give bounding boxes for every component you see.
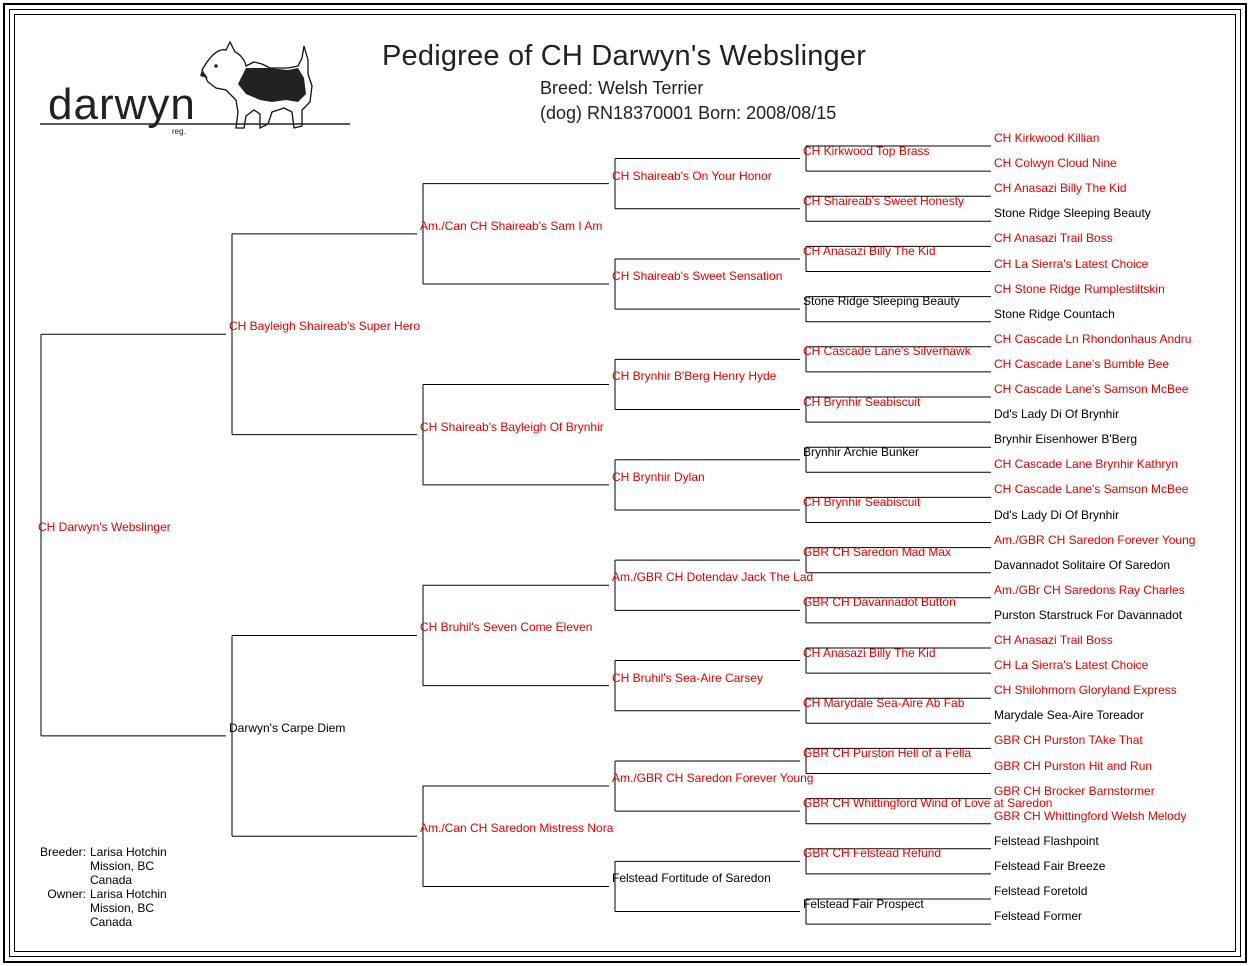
registration-line: (dog) RN18370001 Born: 2008/08/15 xyxy=(540,103,837,123)
ancestor-name: CH Shaireab's Sweet Sensation xyxy=(612,269,783,284)
ancestor-name: Felstead Fair Prospect xyxy=(803,896,924,911)
ancestor-name: GBR CH Brocker Barnstormer xyxy=(994,783,1155,798)
ancestor-name: Felstead Flashpoint xyxy=(994,833,1099,848)
ancestor-name: GBR CH Davannadot Button xyxy=(803,595,956,610)
logo-registered-mark: reg. xyxy=(172,127,186,136)
owner-country: Canada xyxy=(90,915,133,929)
ancestor-name: Felstead Former xyxy=(994,909,1083,924)
ancestor-name: GBR CH Purston Hell of a Fella xyxy=(803,745,972,760)
breeder-country: Canada xyxy=(90,873,133,887)
ancestor-name: CH Kirkwood Killian xyxy=(994,131,1100,145)
breed-line: Breed: Welsh Terrier xyxy=(540,78,704,98)
ancestor-name: Am./GBR CH Saredon Forever Young xyxy=(994,532,1196,547)
ancestor-name: CH Shilohmorn Gloryland Express xyxy=(994,683,1177,698)
breeder-name: Larisa Hotchin xyxy=(90,845,167,859)
ancestor-name: CH Bayleigh Shaireab's Super Hero xyxy=(229,319,421,334)
ancestor-name: Am./Can CH Shaireab's Sam I Am xyxy=(420,218,603,233)
ancestor-name: CH La Sierra's Latest Choice xyxy=(994,256,1149,271)
ancestor-name: Stone Ridge Sleeping Beauty xyxy=(803,294,960,309)
ancestor-name: Am./GBR CH Saredon Forever Young xyxy=(612,771,814,786)
ancestor-name: Am./Can CH Saredon Mistress Nora xyxy=(420,821,614,836)
ancestor-name: GBR CH Whittingford Wind of Love at Saredon xyxy=(803,796,1053,811)
ancestor-name: CH La Sierra's Latest Choice xyxy=(994,658,1149,673)
ancestor-name: CH Marydale Sea-Aire Ab Fab xyxy=(803,695,965,710)
ancestor-name: Felstead Fair Breeze xyxy=(994,858,1106,873)
ancestor-name: Am./GBr CH Saredons Ray Charles xyxy=(994,582,1185,597)
ancestor-name: CH Stone Ridge Rumplestiltskin xyxy=(994,281,1165,296)
ancestor-name: Stone Ridge Countach xyxy=(994,306,1115,321)
ancestor-name: CH Bruhil's Seven Come Eleven xyxy=(420,620,593,635)
ancestor-name: CH Cascade Lane's Samson McBee xyxy=(994,382,1189,396)
ancestor-name: CH Kirkwood Top Brass xyxy=(803,143,930,158)
ancestor-name: CH Shaireab's Sweet Honesty xyxy=(803,193,965,208)
ancestor-name: GBR CH Purston TAke That xyxy=(994,733,1143,748)
ancestor-name: CH Brynhir B'Berg Henry Hyde xyxy=(612,369,777,384)
ancestor-name: Brynhir Eisenhower B'Berg xyxy=(994,432,1138,447)
subject-dog-name: CH Darwyn's Webslinger xyxy=(38,520,171,535)
ancestor-name: CH Brynhir Seabiscuit xyxy=(803,494,921,509)
breeder-label: Breeder: xyxy=(39,845,86,859)
owner-city: Mission, BC xyxy=(90,901,155,915)
ancestor-name: Am./GBR CH Dotendav Jack The Lad xyxy=(612,570,814,585)
ancestor-name: Felstead Fortitude of Saredon xyxy=(612,871,771,886)
ancestor-name: CH Cascade Ln Rhondonhaus Andru xyxy=(994,331,1192,346)
ancestor-name: Dd's Lady Di Of Brynhir xyxy=(994,507,1119,522)
ancestor-name: CH Anasazi Billy The Kid xyxy=(994,181,1127,196)
breeder-city: Mission, BC xyxy=(90,859,155,873)
ancestor-name: CH Cascade Lane's Silverhawk xyxy=(803,344,971,359)
pedigree-title: Pedigree of CH Darwyn's Webslinger xyxy=(382,40,867,72)
logo-wordmark: darwyn xyxy=(48,80,196,129)
ancestor-name: Purston Starstruck For Davannadot xyxy=(994,607,1183,622)
owner-name: Larisa Hotchin xyxy=(90,887,167,901)
ancestor-name: GBR CH Purston Hit and Run xyxy=(994,758,1153,773)
ancestor-name: CH Shaireab's Bayleigh Of Brynhir xyxy=(420,419,604,434)
ancestor-name: Felstead Foretold xyxy=(994,884,1088,898)
ancestor-name: CH Anasazi Trail Boss xyxy=(994,633,1113,647)
ancestor-name: GBR CH Felstead Refund xyxy=(803,846,942,861)
ancestor-name: Marydale Sea-Aire Toreador xyxy=(994,708,1144,723)
ancestor-name: CH Cascade Lane's Samson McBee xyxy=(994,482,1189,497)
ancestor-name: CH Anasazi Billy The Kid xyxy=(803,645,936,660)
ancestor-name: CH Anasazi Billy The Kid xyxy=(803,243,936,258)
ancestor-name: CH Cascade Lane Brynhir Kathryn xyxy=(994,457,1179,472)
ancestor-name: CH Cascade Lane's Bumble Bee xyxy=(994,356,1170,371)
ancestor-name: CH Colwyn Cloud Nine xyxy=(994,156,1117,171)
ancestor-name: Brynhir Archie Bunker xyxy=(803,444,920,459)
ancestor-name: Stone Ridge Sleeping Beauty xyxy=(994,206,1151,221)
owner-label: Owner: xyxy=(47,887,86,901)
ancestor-name: GBR CH Saredon Mad Max xyxy=(803,545,952,560)
ancestor-name: Dd's Lady Di Of Brynhir xyxy=(994,407,1119,422)
ancestor-name: Davannadot Solitaire Of Saredon xyxy=(994,557,1171,572)
ancestor-name: CH Brynhir Seabiscuit xyxy=(803,394,921,409)
ancestor-name: CH Bruhil's Sea-Aire Carsey xyxy=(612,670,764,685)
breeder-block xyxy=(36,845,167,929)
ancestor-name: CH Anasazi Trail Boss xyxy=(994,231,1113,246)
ancestor-name: CH Brynhir Dylan xyxy=(612,469,705,484)
ancestor-name: GBR CH Whittingford Welsh Melody xyxy=(994,808,1187,823)
ancestor-name: CH Shaireab's On Your Honor xyxy=(612,168,772,183)
ancestor-name: Darwyn's Carpe Diem xyxy=(229,720,346,735)
